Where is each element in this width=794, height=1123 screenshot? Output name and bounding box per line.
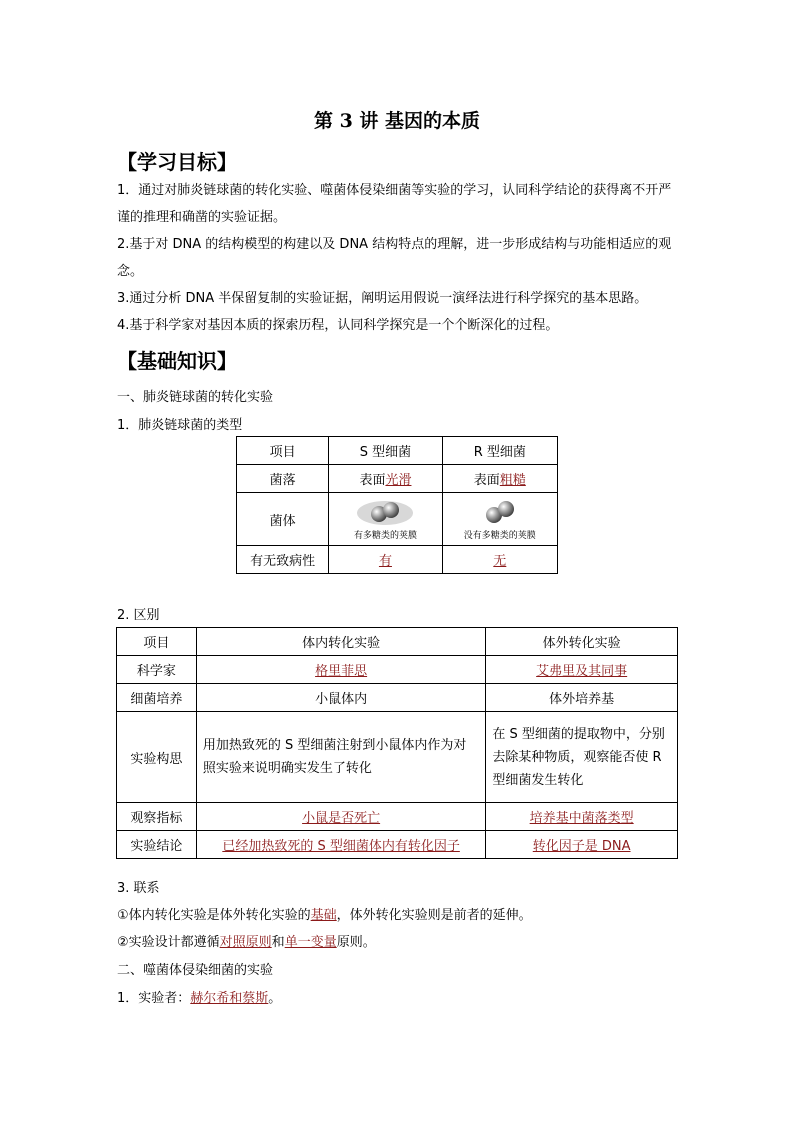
- in-vivo-cell: [196, 656, 485, 684]
- link-sentence-2: [117, 931, 376, 950]
- page-title: 第 3 讲 基因的本质: [313, 110, 481, 132]
- table-header-cell: 项目: [237, 437, 329, 465]
- row-label: 细菌培养: [117, 684, 197, 712]
- r-colony-cell: [442, 465, 557, 493]
- table-row: [237, 546, 558, 574]
- answer-text: 培养基中菌落类型: [529, 811, 634, 826]
- table-row: [117, 684, 678, 712]
- comparison-table: [116, 627, 678, 859]
- goal-item-4: 4.基于科学家对基因本质的探索历程，认同科学探究是一个个断深化的过程。: [117, 318, 559, 333]
- in-vitro-cell: 在 S 型细菌的提取物中，分别去除某种物质，观察能否使 R 型细菌发生转化: [486, 712, 678, 803]
- row-label-colony: 菌落: [237, 465, 329, 493]
- row-label: 科学家: [117, 656, 197, 684]
- basic-knowledge-heading: 【基础知识】: [117, 349, 237, 373]
- answer-text: 单一变量: [284, 935, 337, 950]
- cell-text: 表面: [473, 473, 500, 488]
- experimenter-line: [117, 987, 281, 1006]
- table-row: [237, 493, 558, 546]
- answer-text: 无: [493, 554, 507, 569]
- in-vitro-cell: [486, 656, 678, 684]
- s-bacteria-capsule-illustration: [353, 498, 417, 526]
- s-virulence-cell: [329, 546, 442, 574]
- table-row: [117, 831, 678, 859]
- table-row: [117, 656, 678, 684]
- answer-text: 粗糙: [499, 473, 526, 488]
- goal-item-3: 3.通过分析 DNA 半保留复制的实验证据，阐明运用假说一演绎法进行科学探究的基本思路。: [117, 291, 648, 306]
- answer-text: 已经加热致死的 S 型细菌体内有转化因子: [222, 839, 460, 854]
- goal-item-1: 1．通过对肺炎链球菌的转化实验、噬菌体侵染细菌等实验的学习，认同科学结论的获得离不开严谨的推理和确凿的实验证据。: [117, 183, 672, 225]
- table-row: [117, 628, 678, 656]
- r-body-caption: 没有多糖类的荚膜: [463, 530, 536, 541]
- sentence-text: ②实验设计都遵循: [117, 935, 220, 950]
- in-vivo-cell: [196, 831, 485, 859]
- table-row: [117, 712, 678, 803]
- row-label: 实验构思: [117, 712, 197, 803]
- answer-text: 基础: [310, 908, 337, 923]
- table-row: [237, 465, 558, 493]
- s-body-caption: 有多糖类的荚膜: [353, 530, 417, 541]
- table-header-cell: 体内转化实验: [196, 628, 485, 656]
- sentence-text: 和: [271, 935, 285, 950]
- sentence-text: 1．实验者：: [117, 991, 191, 1006]
- r-body-cell: [442, 493, 557, 546]
- s-body-cell: [329, 493, 442, 546]
- table-row: [237, 437, 558, 465]
- table-header-cell: 项目: [117, 628, 197, 656]
- link-sentence-1: [117, 904, 532, 923]
- answer-text: 对照原则: [219, 935, 272, 950]
- sentence-text: 原则。: [336, 935, 376, 950]
- answer-text: 小鼠是否死亡: [302, 811, 381, 826]
- in-vivo-cell: 用加热致死的 S 型细菌注射到小鼠体内作为对照实验来说明确实发生了转化: [196, 712, 485, 803]
- cell-text: 表面: [359, 473, 386, 488]
- in-vitro-cell: 体外培养基: [486, 684, 678, 712]
- r-virulence-cell: [442, 546, 557, 574]
- in-vivo-cell: [196, 803, 485, 831]
- learning-goals-heading: 【学习目标】: [117, 150, 237, 174]
- answer-text: 光滑: [385, 473, 412, 488]
- section-1-title: 一、肺炎链球菌的转化实验: [117, 390, 274, 405]
- answer-text: 转化因子是 DNA: [532, 839, 631, 854]
- answer-text: 格里菲思: [315, 664, 368, 679]
- sentence-text: ，体外转化实验则是前者的延伸。: [336, 908, 532, 923]
- answer-text: 赫尔希和蔡斯: [190, 991, 269, 1006]
- row-label-virulence: 有无致病性: [237, 546, 329, 574]
- subsection-2-title: 2. 区别: [117, 608, 160, 623]
- table-header-cell: R 型细菌: [442, 437, 557, 465]
- in-vitro-cell: [486, 831, 678, 859]
- bacteria-type-table: [236, 436, 558, 574]
- subsection-3-title: 3. 联系: [117, 881, 160, 896]
- section-2-title: 二、噬菌体侵染细菌的实验: [117, 963, 274, 978]
- subsection-1-title: 1．肺炎链球菌的类型: [117, 418, 243, 433]
- table-header-cell: S 型细菌: [329, 437, 442, 465]
- sentence-text: 。: [268, 991, 282, 1006]
- goal-item-2: 2.基于对 DNA 的结构模型的构建以及 DNA 结构特点的理解，进一步形成结构与功能相适应的观念。: [117, 237, 672, 279]
- table-header-cell: 体外转化实验: [486, 628, 678, 656]
- table-row: [117, 803, 678, 831]
- answer-text: 有: [378, 554, 392, 569]
- s-colony-cell: [329, 465, 442, 493]
- row-label: 实验结论: [117, 831, 197, 859]
- r-bacteria-illustration: [468, 498, 532, 526]
- row-label: 观察指标: [117, 803, 197, 831]
- row-label-body: 菌体: [237, 493, 329, 546]
- answer-text: 艾弗里及其同事: [536, 664, 628, 679]
- sentence-text: ①体内转化实验是体外转化实验的: [117, 908, 311, 923]
- in-vivo-cell: 小鼠体内: [196, 684, 485, 712]
- in-vitro-cell: [486, 803, 678, 831]
